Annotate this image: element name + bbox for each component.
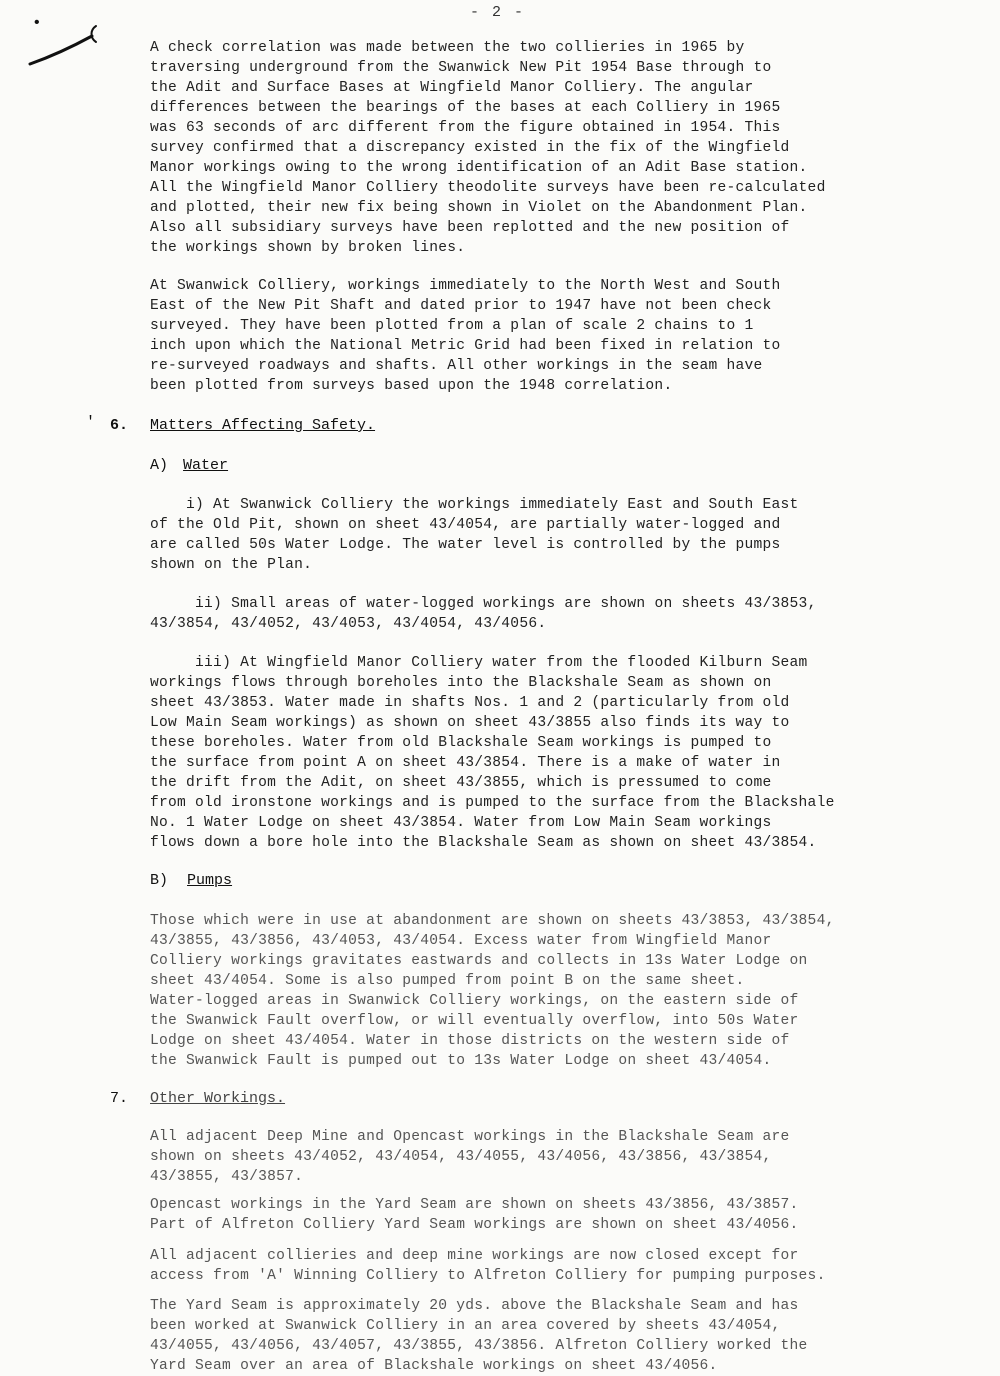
section-6-number: 6.: [110, 417, 129, 434]
section-6-margin-mark: ': [86, 414, 96, 431]
pumps-title: Pumps: [187, 872, 233, 889]
handwritten-mark-icon: [22, 22, 112, 72]
water-item-iii: iii) At Wingfield Manor Colliery water from the flooded Kilburn Seam workings flows through boreholes into the Blackshale Seam as shown on sheet 43/3853. Water made in shafts Nos. 1 and 2 (particularly from old Low Main Seam workings) as shown on sheet 43/3855 also finds its way to these boreholes. Water from old Blackshale Seam workings is pumped to the surface from point A on sheet 43/3854. There is a make of water in the drift from the Adit, on sheet 43/3855, which is pressumed to come from old ironstone workings and is pumped to the surface from the Blackshale No. 1 Water Lodge on sheet 43/3854. Water from Low Main Seam workings flows down a bore hole into the Blackshale Seam as shown on sheet 43/3854.: [150, 655, 835, 851]
water-label: A): [150, 457, 169, 474]
pumps-label: B): [150, 872, 169, 889]
pumps-paragraph: Those which were in use at abandonment are shown on sheets 43/3853, 43/3854, 43/3855, 43/3856, 43/4053, 43/4054. Excess water from Wingfield Manor Colliery workings gravitates eastwards and collects in 13s Water Lodge on sheet 43/4054. Some is also pumped from point B on the same sheet. Water-logged areas in Swanwick Colliery workings, on the eastern side of the Swanwick Fault overflow, or will eventually overflow, into 50s Water Lodge on sheet 43/4054. Water in those districts on the western side of the Swanwick Fault is pumped out to 13s Water Lodge on sheet 43/4054.: [150, 913, 835, 1069]
margin-dot: •: [32, 14, 42, 32]
section-7-number: 7.: [110, 1090, 129, 1107]
water-subheading: [150, 457, 228, 474]
swanwick-paragraph: At Swanwick Colliery, workings immediately to the North West and South East of the New Pit Shaft and dated prior to 1947 have not been check surveyed. They have been plotted from a plan of scale 2 chains to 1 inch upon which the National Metric Grid had been fixed in relation to re-surveyed roadways and shafts. All other workings in the seam have been plotted from surveys based upon the 1948 correlation.: [150, 278, 781, 394]
other-workings-p1: All adjacent Deep Mine and Opencast workings in the Blackshale Seam are shown on sheets 43/4052, 43/4054, 43/4055, 43/4056, 43/3856, 43/3854, 43/3855, 43/3857.: [150, 1129, 790, 1185]
page-number: - 2 -: [470, 4, 526, 21]
other-workings-p4: The Yard Seam is approximately 20 yds. above the Blackshale Seam and has been worked at Swanwick Colliery in an area covered by sheets 43/4054, 43/4055, 43/4056, 43/4057, 43/3855, 43/3856. Alfreton Colliery worked the Yard Seam over an area of Blackshale workings on sheet 43/4056.: [150, 1298, 808, 1374]
other-workings-p2: Opencast workings in the Yard Seam are shown on sheets 43/3856, 43/3857. Part of Alfreton Colliery Yard Seam workings are shown on sheet 43/4056.: [150, 1197, 799, 1233]
other-workings-p3: All adjacent collieries and deep mine workings are now closed except for access from 'A' Winning Colliery to Alfreton Colliery for pumping purposes.: [150, 1248, 826, 1284]
water-title: Water: [183, 457, 229, 474]
correlation-paragraph: A check correlation was made between the two collieries in 1965 by traversing underground from the Swanwick New Pit 1954 Base through to the Adit and Surface Bases at Wingfield Manor Colliery. The angular differences between the bearings of the bases at each Colliery in 1965 was 63 seconds of arc different from the figure obtained in 1954. This survey confirmed that a discrepancy existed in the fix of the Wingfield Manor workings owing to the wrong identification of an Adit Base station. All the Wingfield Manor Colliery theodolite surveys have been re-calculated and plotted, their new fix being shown in Violet on the Abandonment Plan. Also all subsidiary surveys have been replotted and the new position of the workings shown by broken lines.: [150, 40, 826, 256]
water-item-i: i) At Swanwick Colliery the workings immediately East and South East of the Old Pit, shown on sheet 43/4054, are partially water-logged and are called 50s Water Lodge. The water level is controlled by the pumps shown on the Plan.: [150, 497, 799, 573]
water-item-ii: ii) Small areas of water-logged workings are shown on sheets 43/3853, 43/3854, 43/4052, 43/4053, 43/4054, 43/4056.: [150, 596, 817, 632]
pumps-subheading: [150, 872, 232, 889]
section-7-title: Other Workings.: [150, 1090, 286, 1107]
section-6-title: Matters Affecting Safety.: [150, 417, 376, 434]
